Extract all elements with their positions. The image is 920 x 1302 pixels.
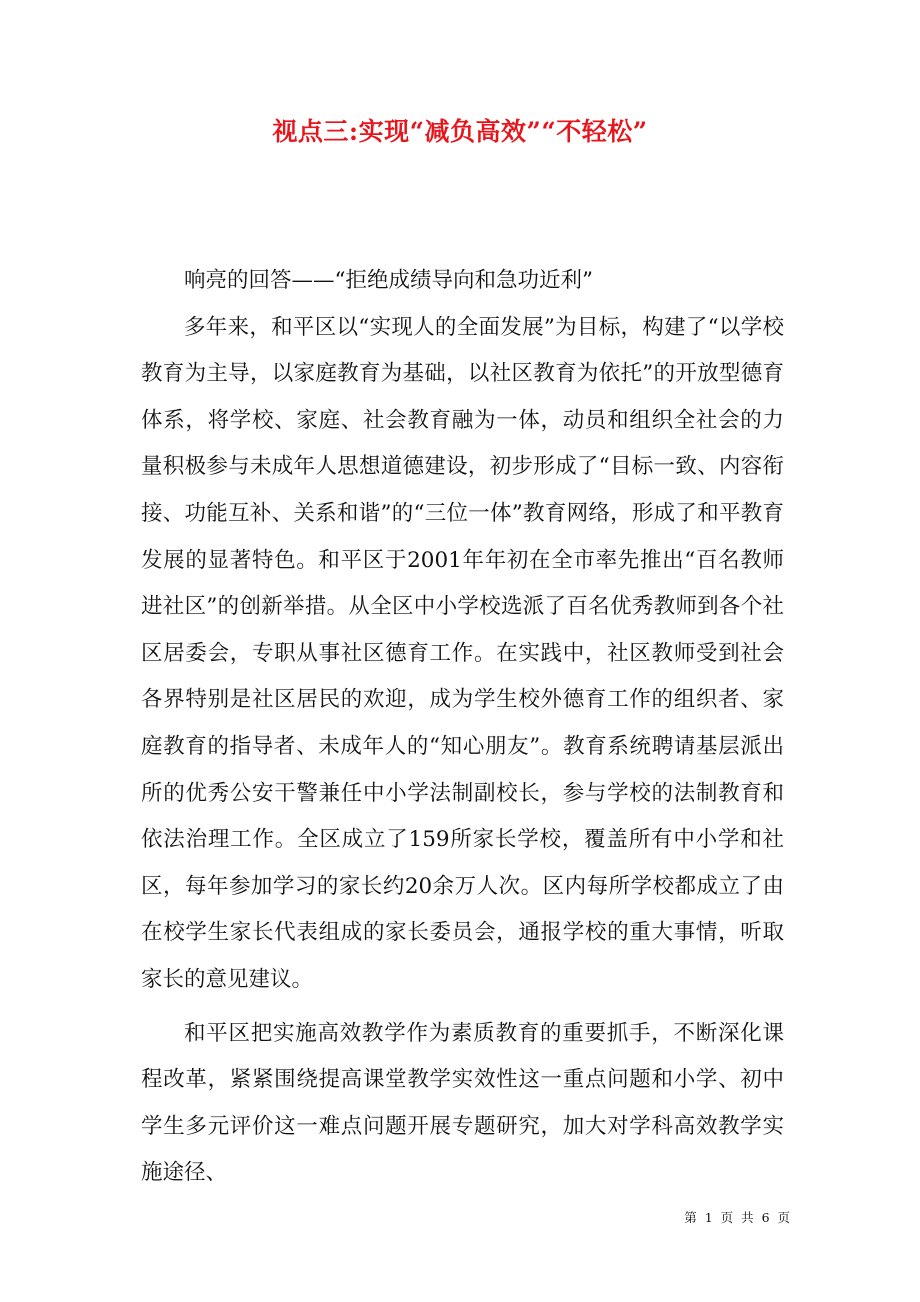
page-number-footer: 第 1 页 共 6 页	[684, 1210, 790, 1225]
document-title: 视点三:实现“减负高效”“不轻松”	[272, 117, 648, 146]
paragraph-subheading: 响亮的回答——“拒绝成绩导向和急功近利”	[184, 268, 593, 293]
paragraph-moral-education: 多年来，和平区以“实现人的全面发展”为目标，构建了“以学校教育为主导，以家庭教育为基础，以社区教育为依托”的开放型德育体系，将学校、家庭、社会教育融为一体，动员和组织全社会的力量积极参与未成年人思想道德建设，初步形成了“目标一致、内容衔接、功能互补、关系和谐”的“三位一体”教育网络，形成了和平教育发展的显著特色。和平区于2001年年初在全市率先推出“百名教师进社区”的创新举措。从全区中小学校选派了百名优秀教师到各个社区居委会，专职从事社区德育工作。在实践中，社区教师受到社会各界特别是社区居民的欢迎，成为学生校外德育工作的组织者、家庭教育的指导者、未成年人的“知心朋友”。教育系统聘请基层派出所的优秀公安干警兼任中小学法制副校长，参与学校的法制教育和依法治理工作。全区成立了159所家长学校，覆盖所有中小学和社区，每年参加学习的家长约20余万人次。区内每所学校都成立了由在校学生家长代表组成的家长委员会，通报学校的重大事情，听取家长的意见建议。	[141, 314, 784, 992]
document-body	[141, 258, 784, 1197]
paragraph-efficient-teaching: 和平区把实施高效教学作为素质教育的重要抓手，不断深化课程改革，紧紧围绕提高课堂教学实效性这一重点问题和小学、初中学生多元评价这一难点问题开展专题研究，加大对学科高效教学实施途径、	[141, 1020, 784, 1186]
